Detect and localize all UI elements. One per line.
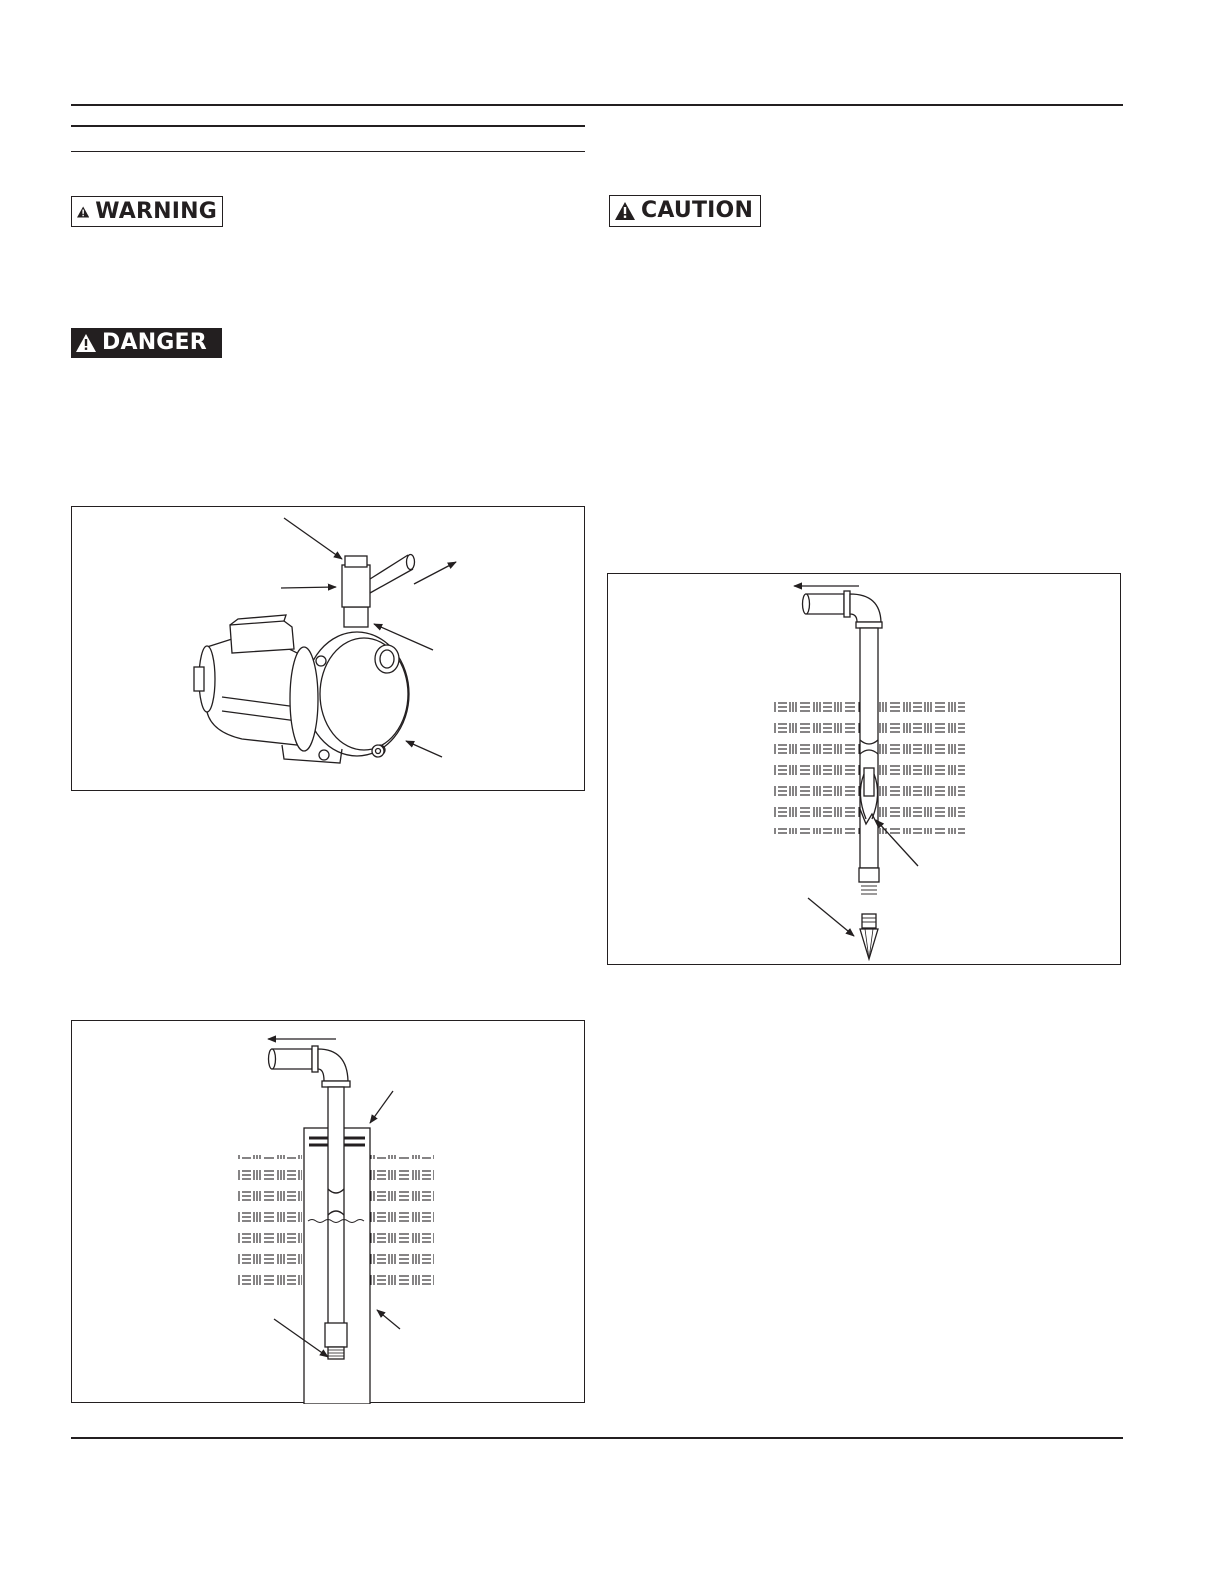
cased-well-illustration: [72, 1021, 586, 1404]
pump-figure: [71, 506, 585, 791]
caution-label: [609, 195, 761, 227]
danger-label: [71, 328, 222, 358]
section-rule-top: [71, 125, 585, 127]
footer-rule: [71, 1437, 1123, 1439]
cased-well-figure: [71, 1020, 585, 1403]
driven-well-figure: [607, 573, 1121, 965]
pump-assembly-illustration: [72, 507, 586, 792]
warning-triangle-icon: [76, 334, 96, 352]
warning-triangle-icon: [77, 203, 89, 221]
warning-triangle-icon: [615, 202, 635, 220]
driven-point-well-illustration: [608, 574, 1122, 966]
caution-text: CAUTION: [641, 198, 754, 223]
warning-label: [71, 196, 223, 227]
section-rule-bottom: [71, 151, 585, 152]
header-rule: [71, 104, 1123, 106]
warning-text: WARNING: [95, 198, 217, 224]
danger-text: DANGER: [102, 330, 207, 355]
